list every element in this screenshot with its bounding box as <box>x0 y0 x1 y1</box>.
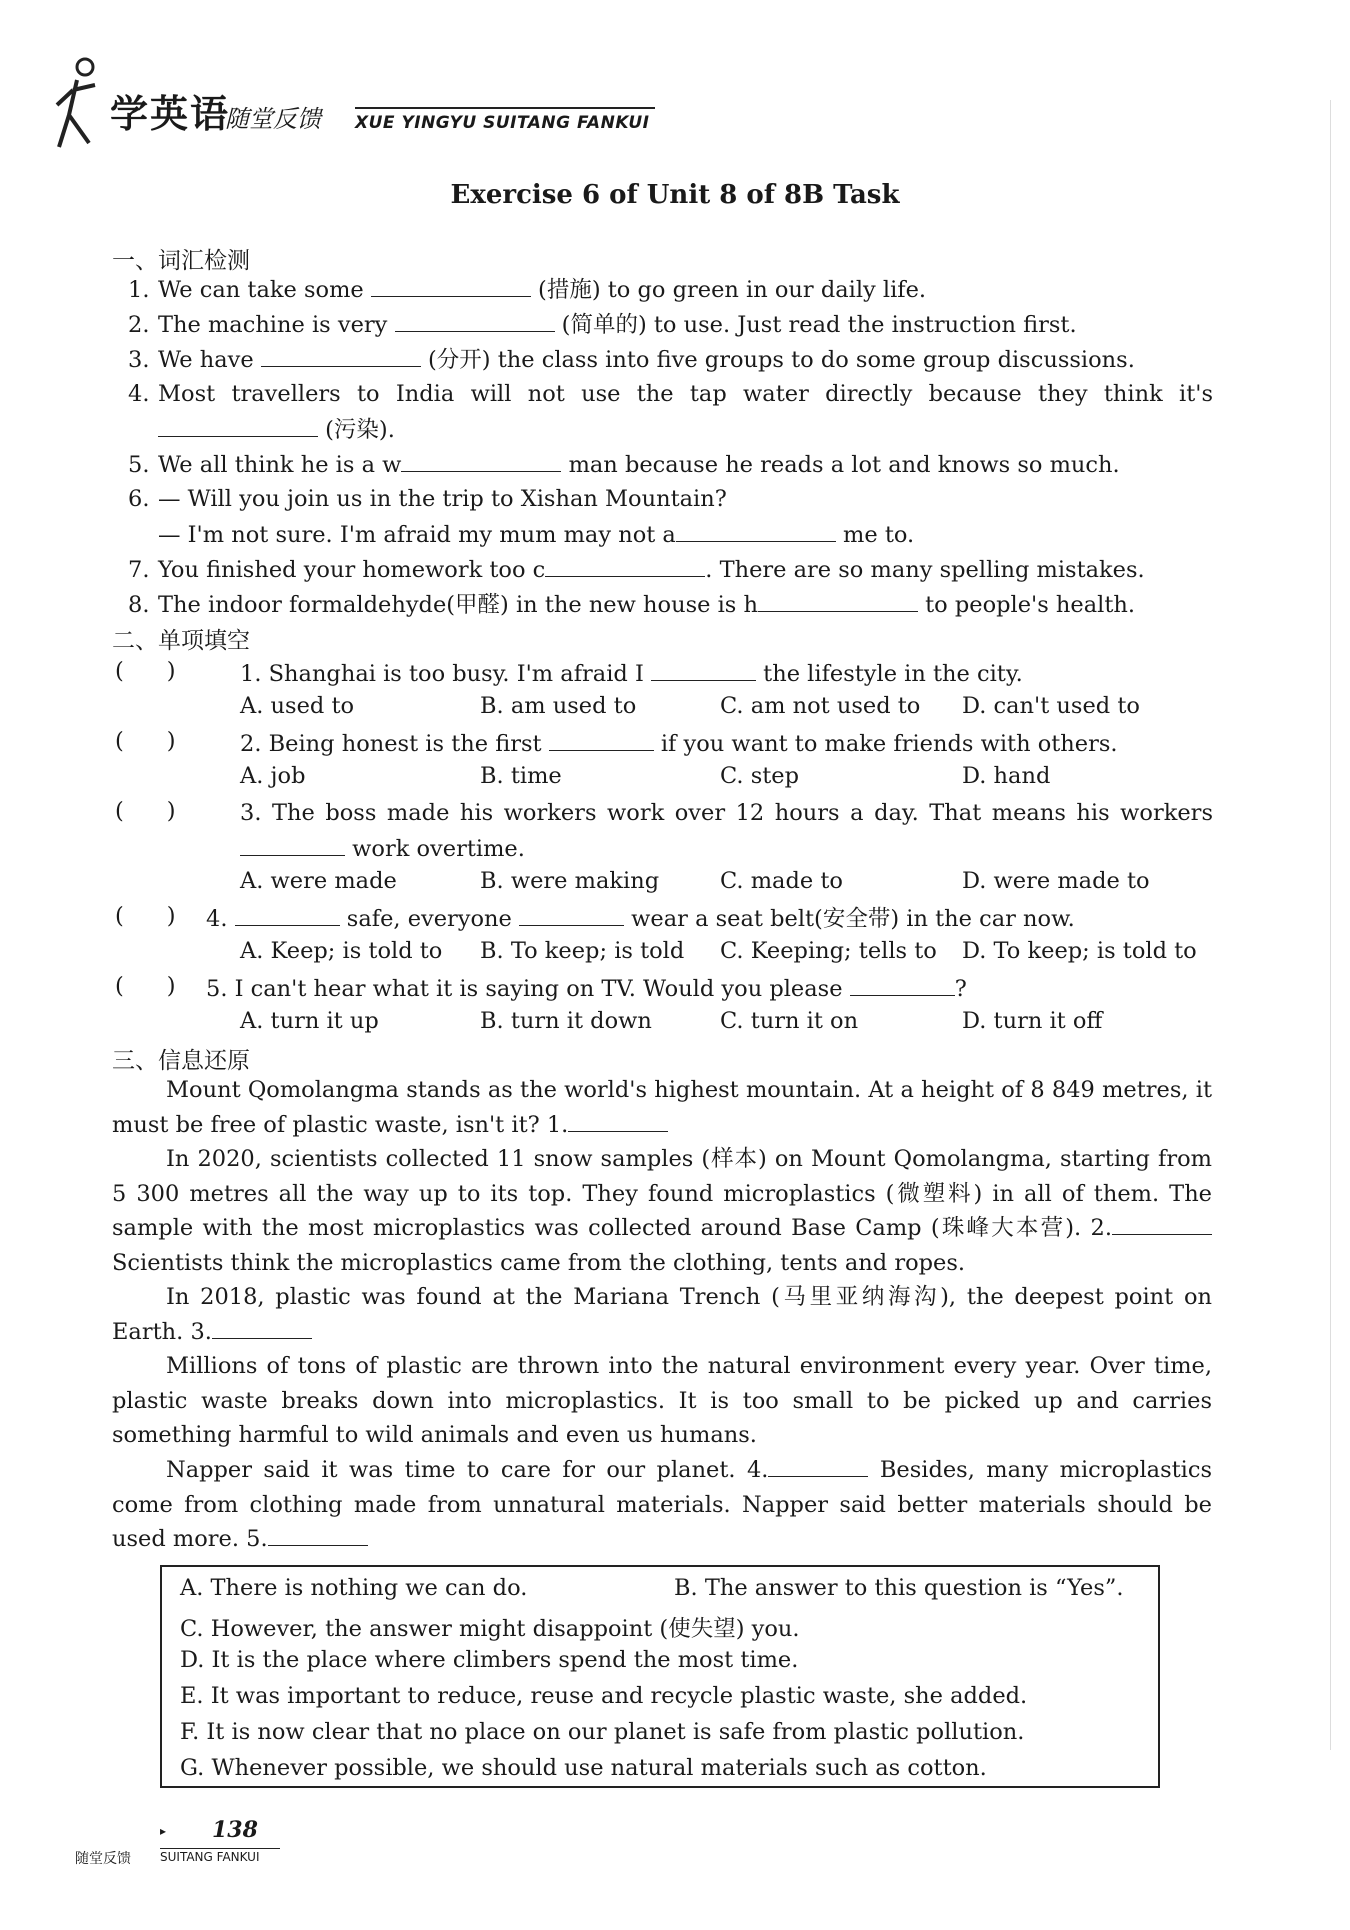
mc-option[interactable]: D. were made to <box>962 868 1150 894</box>
answer-paren[interactable]: ( ) <box>115 728 176 754</box>
mc-option[interactable]: C. made to <box>720 868 843 894</box>
mc-question-cont: work overtime. <box>240 833 525 864</box>
answer-paren[interactable]: ( ) <box>115 798 176 824</box>
answer-blank[interactable] <box>268 1523 368 1546</box>
option-sentence: B. The answer to this question is “Yes”. <box>674 1575 1124 1601</box>
answer-blank[interactable] <box>519 903 624 926</box>
logo-title: 学英语 <box>110 92 231 136</box>
section2-heading: 二、单项填空 <box>112 628 250 654</box>
mc-option[interactable]: C. step <box>720 763 800 789</box>
vocab-item: 7. You finished your homework too c . There are so many spelling mistakes. <box>128 554 1145 585</box>
answer-blank[interactable] <box>768 1454 868 1477</box>
mc-option[interactable]: B. time <box>480 763 562 789</box>
footer-rule <box>160 1848 280 1849</box>
answer-paren[interactable]: ( ) <box>115 903 176 929</box>
answer-blank[interactable] <box>158 414 318 437</box>
option-sentence: D. It is the place where climbers spend the most time. <box>180 1647 799 1673</box>
mc-option[interactable]: B. turn it down <box>480 1008 652 1034</box>
section3-heading: 三、信息还原 <box>112 1048 250 1074</box>
answer-blank[interactable] <box>651 658 756 681</box>
answer-blank[interactable] <box>240 833 345 856</box>
runner-icon <box>55 55 115 155</box>
mc-option[interactable]: C. turn it on <box>720 1008 859 1034</box>
passage-paragraph: In 2020, scientists collected 11 snow samples (样本) on Mount Qomolangma, starting from 5 300 metres all the way up to its top. They found microplastics (微塑料) in all of them. The sample with the most microplastics was collected around Base Camp (珠峰大本营). 2. Scientists think the microplastics came from the clothing, tents and ropes. <box>112 1146 1212 1276</box>
answer-blank[interactable] <box>395 309 555 332</box>
mc-option[interactable]: A. turn it up <box>240 1008 379 1034</box>
answer-blank[interactable] <box>235 903 340 926</box>
answer-blank[interactable] <box>545 554 705 577</box>
mc-option[interactable]: D. can't used to <box>962 693 1140 719</box>
mc-question: 2. Being honest is the first if you want to make friends with others. <box>240 728 1118 759</box>
mc-question: 3. The boss made his workers work over 12 hours a day. That means his workers <box>240 800 1213 826</box>
mc-option[interactable]: A. job <box>240 763 306 789</box>
logo-subtitle: 随堂反馈 <box>225 105 321 133</box>
vocab-item: 2. The machine is very (简单的) to use. Just read the instruction first. <box>128 309 1077 340</box>
options-box <box>160 1565 1160 1788</box>
option-sentence: F. It is now clear that no place on our planet is safe from plastic pollution. <box>180 1719 1025 1745</box>
mc-question: 4. safe, everyone wear a seat belt(安全带) in the car now. <box>206 903 1075 934</box>
header-logo <box>55 55 655 155</box>
arrow-icon: ▸ <box>160 1824 167 1838</box>
mc-option[interactable]: B. were making <box>480 868 660 894</box>
vocab-item: 5. We all think he is a w man because he reads a lot and knows so much. <box>128 449 1120 480</box>
answer-blank[interactable] <box>850 973 955 996</box>
option-sentence: G. Whenever possible, we should use natural materials such as cotton. <box>180 1755 987 1781</box>
mc-option[interactable]: D. turn it off <box>962 1008 1103 1034</box>
logo-rule <box>355 107 655 109</box>
passage-paragraph: Napper said it was time to care for our planet. 4. Besides, many microplastics come from clothing made from unnatural materials. Napper said better materials should be used more. 5. <box>112 1453 1212 1557</box>
vocab-item: 4. Most travellers to India will not use the tap water directly because they think it's <box>128 381 1213 407</box>
mc-question: 5. I can't hear what it is saying on TV. Would you please ? <box>206 973 967 1004</box>
footer-brand-cn: 随堂反馈 <box>75 1851 131 1867</box>
answer-blank[interactable] <box>758 589 918 612</box>
answer-blank[interactable] <box>261 344 421 367</box>
vocab-item: 6. — Will you join us in the trip to Xishan Mountain? <box>128 486 727 512</box>
mc-option[interactable]: C. Keeping; tells to <box>720 938 937 964</box>
mc-option[interactable]: B. am used to <box>480 693 637 719</box>
footer-brand-en: SUITANG FANKUI <box>160 1850 260 1864</box>
mc-option[interactable]: B. To keep; is told <box>480 938 685 964</box>
mc-option[interactable]: C. am not used to <box>720 693 921 719</box>
section1-heading: 一、词汇检测 <box>112 248 250 274</box>
option-sentence: A. There is nothing we can do. <box>180 1575 528 1601</box>
logo-english: XUE YINGYU SUITANG FANKUI <box>355 113 650 133</box>
answer-blank[interactable] <box>212 1316 312 1339</box>
passage-paragraph: Millions of tons of plastic are thrown into the natural environment every year. Over time, plastic waste breaks down into microplastics. It is too small to be picked up and carries something harmful to wild animals and even us humans. <box>112 1353 1212 1448</box>
answer-blank[interactable] <box>568 1109 668 1132</box>
vocab-item-cont: — I'm not sure. I'm afraid my mum may not a me to. <box>158 519 914 550</box>
mc-option[interactable]: A. were made <box>240 868 397 894</box>
answer-blank[interactable] <box>401 449 561 472</box>
answer-blank[interactable] <box>1112 1212 1212 1235</box>
mc-option[interactable]: D. To keep; is told to <box>962 938 1197 964</box>
answer-blank[interactable] <box>371 274 531 297</box>
answer-paren[interactable]: ( ) <box>115 658 176 684</box>
page-edge <box>1330 100 1331 1750</box>
mc-option[interactable]: A. used to <box>240 693 355 719</box>
passage-paragraph: In 2018, plastic was found at the Mariana Trench (马里亚纳海沟), the deepest point on Earth. 3. <box>112 1284 1212 1345</box>
vocab-item: 1. We can take some (措施) to go green in our daily life. <box>128 274 926 305</box>
option-sentence: E. It was important to reduce, reuse and recycle plastic waste, she added. <box>180 1683 1028 1709</box>
page-number: 138 <box>212 1817 258 1843</box>
mc-option[interactable]: A. Keep; is told to <box>240 938 443 964</box>
answer-blank[interactable] <box>676 519 836 542</box>
vocab-item: 3. We have (分开) the class into five groups to do some group discussions. <box>128 344 1135 375</box>
vocab-item-cont: (污染). <box>158 414 395 445</box>
vocab-item: 8. The indoor formaldehyde(甲醛) in the new house is h to people's health. <box>128 589 1135 620</box>
answer-blank[interactable] <box>549 728 654 751</box>
answer-paren[interactable]: ( ) <box>115 973 176 999</box>
option-sentence: C. However, the answer might disappoint (使失望) you. <box>180 1616 800 1642</box>
mc-question: 1. Shanghai is too busy. I'm afraid I the lifestyle in the city. <box>240 658 1023 689</box>
mc-option[interactable]: D. hand <box>962 763 1051 789</box>
passage-paragraph: Mount Qomolangma stands as the world's highest mountain. At a height of 8 849 metres, it must be free of plastic waste, isn't it? 1. <box>112 1077 1212 1138</box>
page-title: Exercise 6 of Unit 8 of 8B Task <box>450 180 900 210</box>
